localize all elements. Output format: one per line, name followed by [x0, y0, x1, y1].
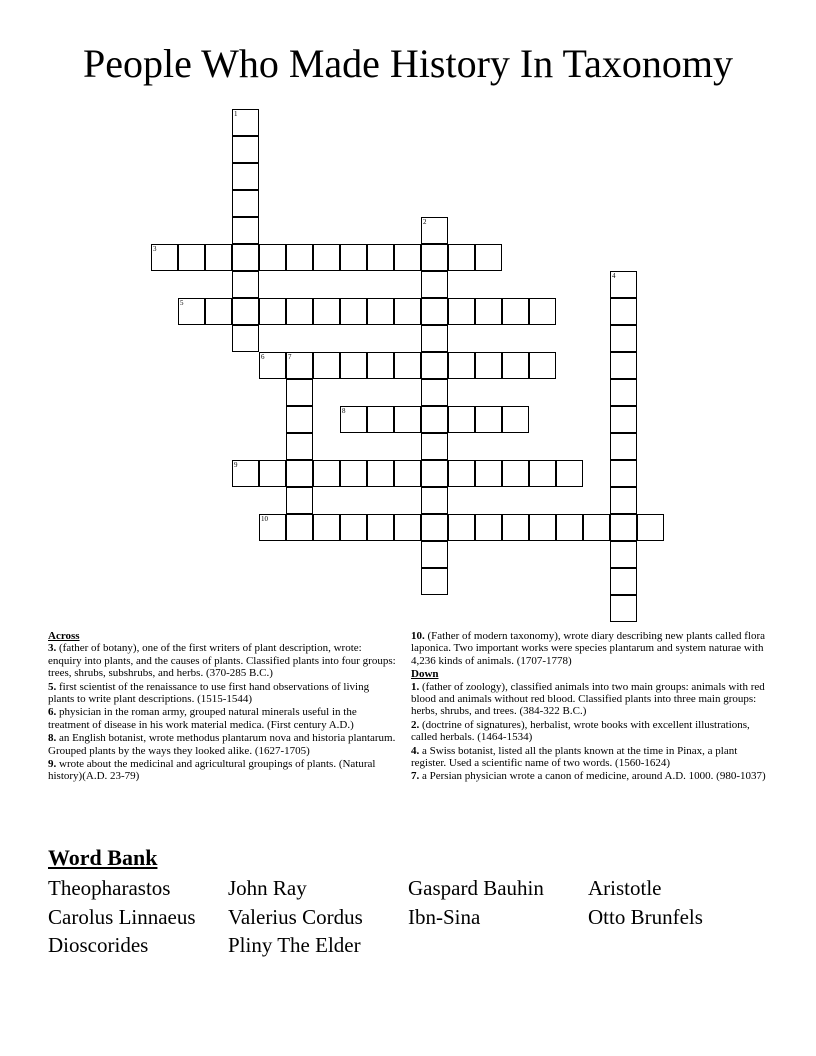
grid-cell[interactable] [259, 352, 286, 379]
grid-cell[interactable] [205, 298, 232, 325]
grid-cell[interactable] [232, 325, 259, 352]
grid-cell[interactable] [421, 568, 448, 595]
grid-cell[interactable] [448, 298, 475, 325]
clue-across-10: 10. (Father of modern taxonomy), wrote diary describing new plants called flora laponica. Two important works were species plantarum and system naturae with 4,236 kinds of animals. (1707-1778) [411, 630, 766, 667]
grid-cell[interactable] [610, 379, 637, 406]
grid-cell[interactable] [367, 406, 394, 433]
clue-number: 9 [234, 461, 238, 469]
clue-number: 2 [423, 218, 427, 226]
grid-cell[interactable] [232, 163, 259, 190]
grid-cell[interactable] [529, 514, 556, 541]
grid-cell[interactable] [340, 244, 367, 271]
grid-cell[interactable] [259, 244, 286, 271]
grid-cell[interactable] [421, 514, 448, 541]
across-header: Across [48, 630, 80, 642]
grid-cell[interactable] [286, 298, 313, 325]
grid-cell[interactable] [340, 460, 367, 487]
word-bank-item: Aristotle [588, 876, 662, 900]
word-bank-item: Valerius Cordus [228, 904, 363, 929]
grid-cell[interactable] [286, 433, 313, 460]
word-bank-item: Carolus Linnaeus [48, 904, 196, 929]
down-header: Down [411, 668, 439, 681]
grid-cell[interactable] [286, 379, 313, 406]
grid-cell[interactable] [151, 244, 178, 271]
clue-number: 4 [612, 272, 616, 280]
grid-cell[interactable] [529, 352, 556, 379]
clues-column-right [411, 630, 771, 784]
word-bank-item: Gaspard Bauhin [408, 876, 544, 900]
grid-cell[interactable] [313, 352, 340, 379]
clue-number: 7 [288, 353, 292, 361]
grid-cell[interactable] [610, 514, 637, 541]
clue-number: 10 [261, 515, 268, 523]
word-bank-item: Ibn-Sina [408, 904, 481, 929]
grid-cell[interactable] [232, 109, 259, 136]
word-bank-item: Otto Brunfels [588, 904, 703, 929]
grid-cell[interactable] [178, 244, 205, 271]
grid-cell[interactable] [340, 352, 367, 379]
grid-cell[interactable] [232, 244, 259, 271]
grid-cell[interactable] [421, 379, 448, 406]
clue-number: 3 [153, 245, 157, 253]
clues-column-left [48, 630, 396, 784]
grid-cell[interactable] [394, 244, 421, 271]
clue-down-7: 7. a Persian physician wrote a canon of medicine, around A.D. 1000. (980-1037) [411, 770, 766, 783]
grid-cell[interactable] [421, 433, 448, 460]
clue-down-2: 2. (doctrine of signatures), herbalist, wrote books with excellent illustrations, called herbals. (1464-1534) [411, 718, 750, 744]
grid-cell[interactable] [583, 514, 610, 541]
grid-cell[interactable] [259, 298, 286, 325]
grid-cell[interactable] [313, 298, 340, 325]
grid-cell[interactable] [367, 514, 394, 541]
grid-cell[interactable] [502, 406, 529, 433]
grid-cell[interactable] [421, 298, 448, 325]
word-bank-item: Dioscorides [48, 933, 149, 957]
grid-cell[interactable] [394, 460, 421, 487]
grid-cell[interactable] [448, 244, 475, 271]
grid-cell[interactable] [448, 460, 475, 487]
word-bank [48, 874, 768, 960]
clue-number: 1 [234, 110, 238, 118]
clue-across-5: 5. first scientist of the renaissance to use first hand observations of living plants to write plant descriptions. (1515-1544) [48, 680, 370, 706]
grid-cell[interactable] [259, 514, 286, 541]
grid-cell[interactable] [610, 352, 637, 379]
grid-cell[interactable] [475, 244, 502, 271]
clue-across-8: 8. an English botanist, wrote methodus plantarum nova and historia plantarum. Grouped plants by the ways they looked alike. (1627-1705) [48, 732, 396, 757]
grid-cell[interactable] [313, 514, 340, 541]
grid-cell[interactable] [448, 514, 475, 541]
grid-cell[interactable] [232, 190, 259, 217]
grid-cell[interactable] [286, 514, 313, 541]
grid-cell[interactable] [394, 298, 421, 325]
grid-cell[interactable] [502, 298, 529, 325]
grid-cell[interactable] [421, 325, 448, 352]
clue-number: 6 [261, 353, 265, 361]
grid-cell[interactable] [232, 271, 259, 298]
grid-cell[interactable] [556, 514, 583, 541]
grid-cell[interactable] [340, 406, 367, 433]
grid-cell[interactable] [610, 568, 637, 595]
grid-cell[interactable] [313, 244, 340, 271]
grid-cell[interactable] [367, 460, 394, 487]
grid-cell[interactable] [610, 325, 637, 352]
clue-across-6: 6. physician in the roman army, grouped natural minerals useful in the treatment of disease in his work material medica. (First century A.D.) [48, 706, 357, 731]
grid-cell[interactable] [313, 460, 340, 487]
grid-cell[interactable] [421, 271, 448, 298]
grid-cell[interactable] [610, 406, 637, 433]
grid-cell[interactable] [610, 460, 637, 487]
word-bank-item: John Ray [228, 876, 307, 900]
grid-cell[interactable] [394, 352, 421, 379]
clue-down-4: 4. a Swiss botanist, listed all the plants known at the time in Pinax, a plant register. Used a scientific name of two words. (1560-1624) [411, 744, 738, 770]
grid-cell[interactable] [610, 541, 637, 568]
grid-cell[interactable] [475, 406, 502, 433]
grid-cell[interactable] [367, 352, 394, 379]
grid-cell[interactable] [421, 460, 448, 487]
grid-cell[interactable] [421, 244, 448, 271]
grid-cell[interactable] [556, 460, 583, 487]
clue-across-9: 9. wrote about the medicinal and agricultural groupings of plants. (Natural history)(A.D. 23-79) [48, 758, 376, 783]
grid-cell[interactable] [475, 298, 502, 325]
grid-cell[interactable] [340, 298, 367, 325]
clue-number: 8 [342, 407, 346, 415]
grid-cell[interactable] [205, 244, 232, 271]
grid-cell[interactable] [502, 460, 529, 487]
grid-cell[interactable] [421, 217, 448, 244]
grid-cell[interactable] [286, 352, 313, 379]
grid-cell[interactable] [232, 298, 259, 325]
grid-cell[interactable] [286, 244, 313, 271]
grid-cell[interactable] [475, 352, 502, 379]
grid-cell[interactable] [367, 244, 394, 271]
grid-cell[interactable] [394, 406, 421, 433]
grid-cell[interactable] [421, 352, 448, 379]
grid-cell[interactable] [394, 514, 421, 541]
grid-cell[interactable] [502, 514, 529, 541]
clue-across-3: 3. (father of botany), one of the first writers of plant description, wrote: enquiry into plants, and the causes of plants. Classified plants into four groups: trees, shrubs, subshrubs, and herbs. (370-285 B.C.) [48, 642, 396, 680]
word-bank-item: Theopharastos [48, 876, 171, 900]
word-bank-item: Pliny The Elder [228, 933, 361, 957]
grid-cell[interactable] [178, 298, 205, 325]
grid-cell[interactable] [232, 217, 259, 244]
grid-cell[interactable] [340, 514, 367, 541]
grid-cell[interactable] [610, 487, 637, 514]
grid-cell[interactable] [610, 298, 637, 325]
grid-cell[interactable] [637, 514, 664, 541]
grid-cell[interactable] [610, 271, 637, 298]
clue-number: 5 [180, 299, 184, 307]
grid-cell[interactable] [232, 136, 259, 163]
grid-cell[interactable] [475, 460, 502, 487]
grid-cell[interactable] [259, 460, 286, 487]
grid-cell[interactable] [448, 406, 475, 433]
grid-cell[interactable] [610, 595, 637, 622]
grid-cell[interactable] [529, 298, 556, 325]
page-title: People Who Made History In Taxonomy [82, 41, 734, 86]
grid-cell[interactable] [529, 460, 556, 487]
grid-cell[interactable] [610, 433, 637, 460]
grid-cell[interactable] [286, 460, 313, 487]
grid-cell[interactable] [421, 541, 448, 568]
grid-cell[interactable] [367, 298, 394, 325]
grid-cell[interactable] [421, 487, 448, 514]
grid-cell[interactable] [286, 406, 313, 433]
grid-cell[interactable] [232, 460, 259, 487]
grid-cell[interactable] [286, 487, 313, 514]
grid-cell[interactable] [421, 406, 448, 433]
word-bank-title: Word Bank [48, 845, 158, 870]
grid-cell[interactable] [502, 352, 529, 379]
clue-down-1: 1. (father of zoology), classified animals into two main groups: animals with red blood and animals without red blood. Classified plants into three main groups: herbs, shrubs, and trees. (384-322 B.C.) [411, 680, 765, 718]
grid-cell[interactable] [475, 514, 502, 541]
grid-cell[interactable] [448, 352, 475, 379]
